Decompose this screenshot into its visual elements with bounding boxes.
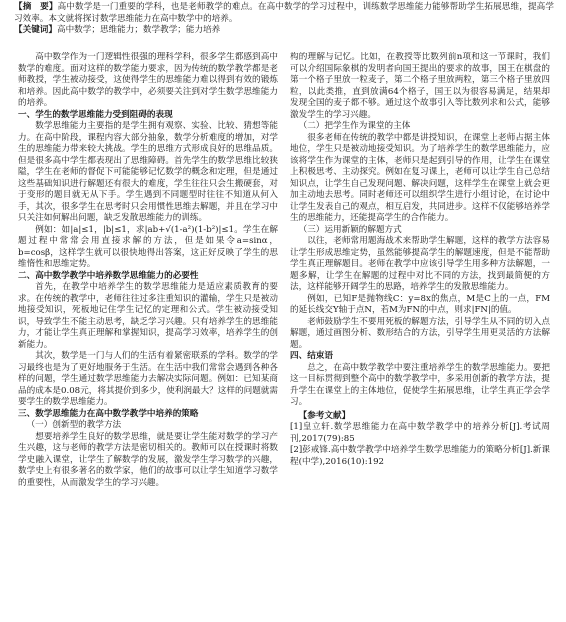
- references-block: [290, 411, 550, 469]
- body-columns: [18, 52, 550, 618]
- section-2-paragraph-1: 首先，在教学中培养学生的数学思维能力是适应素质教育的要求。在传统的教学中，老师往往过多注重知识的灌输，学生只是被动地接受知识，死板地记住学生记忆的定理和公式。学生被动接受知识，导致学生不能主动思考，缺乏学习兴趣。只有培养学生的思维能力，才能让学生真正理解和掌握知识，提高学习效率，培养学生的创新能力。: [18, 282, 278, 350]
- abstract-block: [14, 2, 554, 37]
- section-2-heading: 二、高中数学教学中培养数学思维能力的必要性: [18, 270, 199, 281]
- section-4-heading: 四、结束语: [290, 351, 333, 361]
- abstract-label: 【摘 要】: [14, 2, 58, 12]
- keywords-text: 高中数学；思维能力；数学教学；能力培养: [56, 25, 221, 35]
- section-3-heading: 三、数学思维能力在高中数学教学中培养的策略: [18, 408, 199, 419]
- example-1-paragraph: 例如：如|a|≤1，|b|≤1，求|ab+√(1-a²)(1-b²)|≤1。学生在解题过程中常常会用直接求解的方法，但是如果令a=sinα，b=cosβ，这样学生就可以很快地得出答案，这正好反映了学生的思维惰性和思维定势。: [18, 224, 278, 269]
- section-1-paragraph: 数学思维能力主要指的是学生拥有观察、实验、比较、猜想等能力。在高中阶段，课程内容大部分抽象，数学分析难度的增加，对学生的思维能力带来较大挑战。学生的思维方式形成良好的思维品质。但是很多高中学生都表现出了思维障碍。首先学生的数学思维比较狭隘，学生在老师的督促下可能能够记忆数学的概念和定理，但是通过这些基础知识进行解题还有很大的难度，学生往往只会生搬硬套，对于变形的题目就无从下手。学生遇到不同题型时往往不知道从何入手，其次，很多学生在思考时只会用惯性思维去解题，并且在学习中只关注如何解出问题，缺乏发散思维能力的训练。: [18, 121, 278, 223]
- continued-paragraph: 构的理解与记忆。比如，在教授等比数列前n项和这一节课时，我们可以介绍国际象棋的发明者向国王提出的要求的故事，国王在棋盘的第一个格子里放一粒麦子，第二个格子里放两粒，第三个格子里放四粒，以此类推，直到放满64个格子，国王以为很容易满足，结果却发现全国的麦子都不够。通过这个故事引入等比数列求和公式，能够激发学生的学习兴趣。: [290, 52, 550, 120]
- subsection-3-1-heading: （一）创新型的教学方法: [26, 420, 122, 430]
- section-4-paragraph: 总之，在高中数学教学中要注重培养学生的数学思维能力。要把这一目标贯彻到整个高中的数学教学中，多采用创新的教学方法，提升学生在课堂上的主体地位，促使学生拓展思维，让学生真正学会学习。: [290, 362, 550, 407]
- subsection-3-2-heading: （二）把学生作为课堂的主体: [298, 121, 411, 131]
- section-2-paragraph-2: 其次，数学是一门与人们的生活有着紧密联系的学科。数学的学习最终也是为了更好地服务于生活。在生活中我们常常会遇到各种各样的问题，学生通过数学思维能力去解决实际问题。例如：已知某商品的成本是0.08元，将其提价到多少，使利润最大？这样的问题就需要学生的数学思维能力。: [18, 351, 278, 407]
- example-2-paragraph: 例如，已知F是抛物线C：y=8x的焦点，M是C上的一点，FM的延长线交Y轴于点N，若M为FN的中点，则求|FN|的值。: [290, 293, 550, 315]
- subsection-3-3-heading: （三）运用新颖的解题方式: [298, 224, 402, 235]
- references-heading: 【参考文献】: [298, 410, 351, 421]
- keywords-label: 【关键词】: [14, 25, 57, 35]
- section-1-heading: 一、学生的数学思维能力受到阻碍的表现: [18, 109, 173, 120]
- abstract-paragraph: [14, 2, 554, 25]
- right-column: [290, 52, 550, 618]
- section-3-paragraph-1: 想要培养学生良好的数学思维，就是要让学生能对数学的学习产生兴趣，这与老师的教学方法是密切相关的。教师可以在授课时将数学史融入课堂，让学生了解数学的发展，激发学生学习数学的兴趣，数学史上有很多著名的数学家，他们的故事可以让学生知道学习数学的重要性，从而激发学生的学习兴趣。: [18, 431, 278, 488]
- intro-paragraph: 高中数学作为一门逻辑性很强的理科学科，很多学生都感到高中数学的难度。面对这样的数学能力要求，因为传统的数学教学都是老师教授，学生被动接受，这使得学生的思维能力难以得到有效的锻炼和培养。因此高中数学的教学中，必须要关注到对学生数学思维能力的培养。: [18, 52, 278, 108]
- reference-1: [1]皇立轩.数学思维能力在高中数学教学中的培养分析[J].考试周刊,2017(79):85: [290, 422, 550, 444]
- reference-2: [2]彭戒锋.高中数学教学中培养学生数学思维能力的策略分析[J].新课程(中学),2016(10):192: [290, 445, 550, 467]
- abstract-text: 高中数学是一门重要的学科，也是老师教学的难点。在高中数学的学习过程中，训练数学思维能力能够帮助学生拓展思维，提高学习效率。本文就将探讨数学思维能力在高中数学中的培养。: [14, 2, 554, 24]
- section-3-paragraph-4: 老师鼓励学生不要用死板的解题方法，引导学生从不同的切入点解题，通过画图分析、数形结合的方法，引导学生用更灵活的方法解题。: [290, 316, 550, 350]
- left-column: [18, 52, 278, 618]
- section-3-paragraph-3: 以往，老师常用题海战术来帮助学生解题，这样的教学方法容易让学生形成思维定势，虽然能够提高学生的解题速度，但是不能帮助学生真正理解题目。老师在教学中应该引导学生用多种方法解题，一题多解，让学生在解题的过程中对比不同的方法，找到最简便的方法，这样能够开阔学生的思路，培养学生的发散思维能力。: [290, 236, 550, 292]
- keywords-paragraph: [14, 25, 554, 37]
- section-3-paragraph-2: 很多老师在传统的教学中都是讲授知识，在课堂上老师占据主体地位，学生只是被动地接受知识。为了培养学生的数学思维能力，应该将学生作为课堂的主体，老师只是起到引导的作用，让学生在课堂上积极思考、主动探究。例如在复习课上，老师可以让学生自己总结知识点，让学生自己发现问题、解决问题，这样学生在课堂上就会更加主动地去思考。同时老师还可以组织学生进行小组讨论，在讨论中让学生发表自己的观点，相互启发，共同进步。这样不仅能够培养学生的思维能力，还能提高学生的合作能力。: [290, 132, 550, 223]
